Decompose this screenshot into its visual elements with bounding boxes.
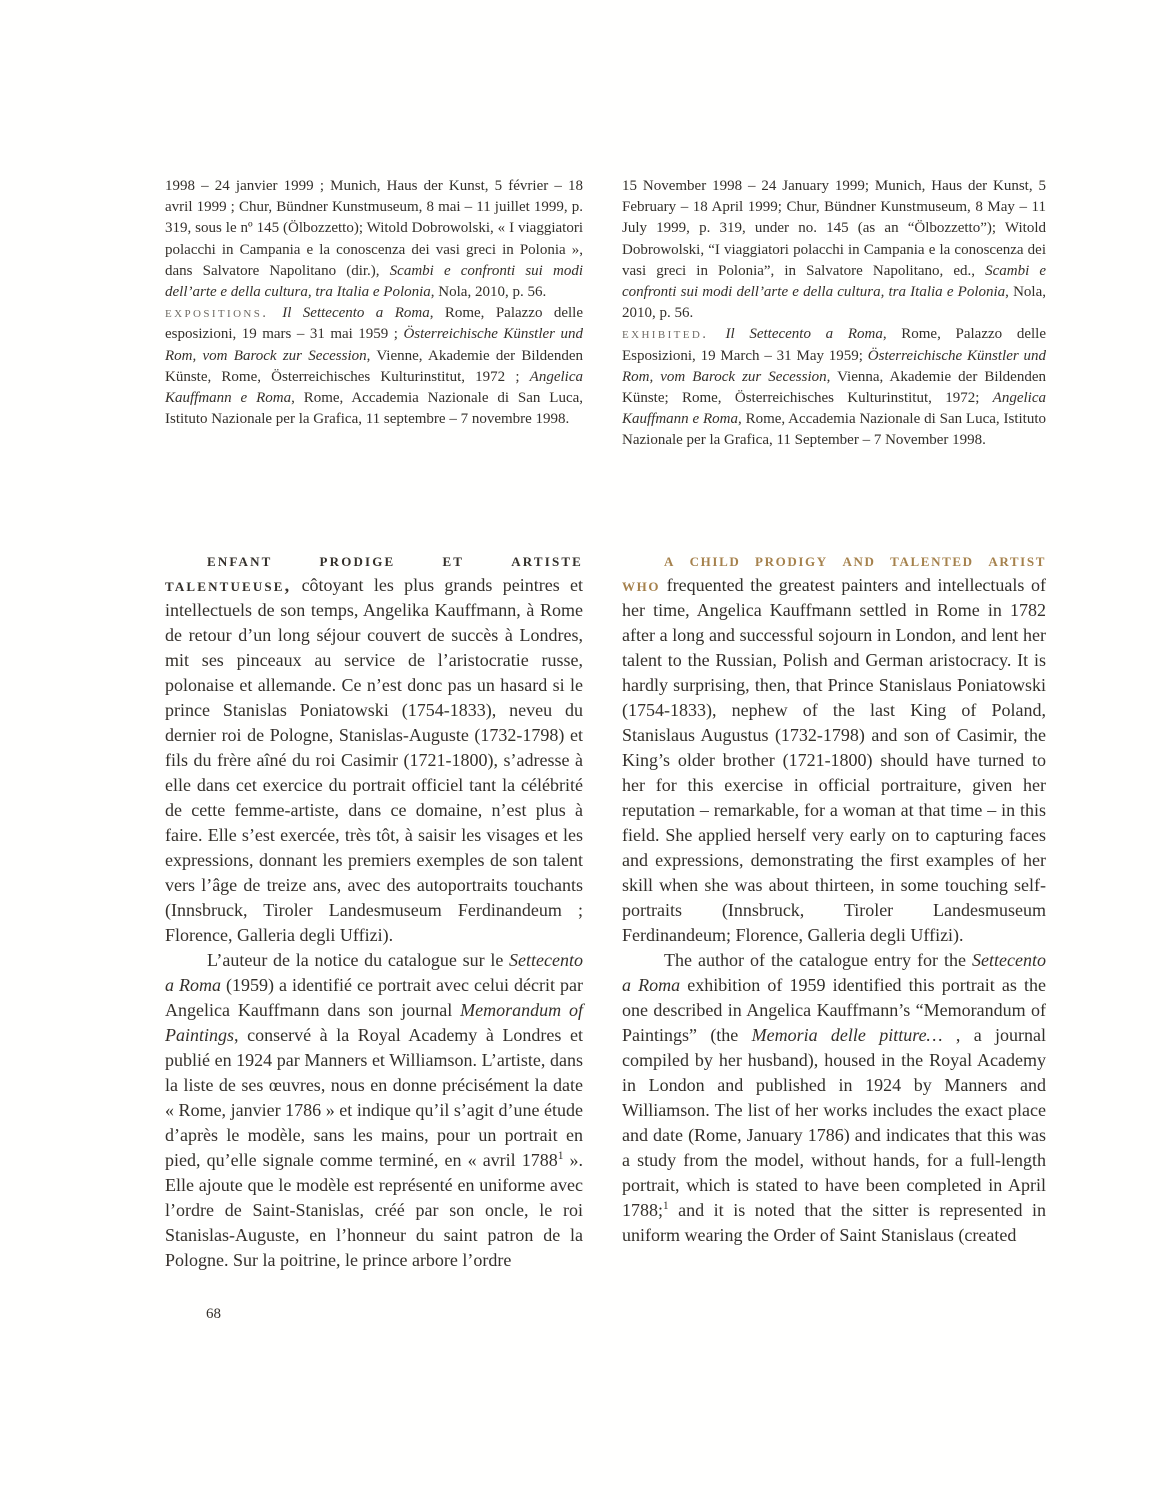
citation-paragraph-en: 15 November 1998 – 24 January 1999; Munich, Haus der Kunst, 5 February – 18 April 1999; Chur, Bündner Kunstmuseum, 8 May – 11 July 1999, p. 319, under no. 145 (as an “Ölbozzetto”); Witold Dobrowolski, “I viaggiatori polacchi in Campania e la conoscenza dei vasi greci in Polonia”, in Salvatore Napolitano, ed., Scambi e confronti sui modi dell’arte e della cultura, tra Italia e Polonia, Nola, 2010, p. 56. — [622, 178, 1046, 322]
body-text-fr — [165, 548, 583, 1273]
exhibited-paragraph-en: exhibited. Il Settecento a Roma, Rome, Palazzo delle Esposizioni, 19 March – 31 May 1959; Österreichische Künstler und Rom, vom Barock zur Secession, Vienna, Akademie der Bildenden Künste; Rome, Österreichisches Kulturinstitut, 1972; Angelica Kauffmann e Roma, Rome, Accademia Nazionale di San Luca, Istituto Nazionale per la Grafica, 11 September – 7 November 1998. — [622, 326, 1047, 449]
body-paragraph-en-1: a child prodigy and talented artist who frequented the greatest painters and intellectuals of her time, Angelica Kauffmann settled in Rome in 1782 after a long and successful sojourn in London, and lent her talent to the Russian, Polish and German aristocracy. It is hardly surprising, then, that Prince Stanislaus Poniatowski (1754-1833), nephew of the last King of Poland, Stanislaus Augustus (1732-1798) and son of Casimir, the King’s older brother (1721-1800) should have turned to her for this exercise in official portraiture, given her reputation – remarkable, for a woman at that time – in this field. She applied herself very early on to capturing faces and expressions, demonstrating the first examples of her skill when she was about thirteen, in some touching self-portraits (Innsbruck, Tiroler Landesmuseum Ferdinandeum; Florence, Galleria degli Uffizi). — [622, 550, 1046, 945]
french-column — [165, 176, 583, 1273]
english-column — [622, 176, 1046, 1273]
body-paragraph-en-2: The author of the catalogue entry for the Settecento a Roma exhibition of 1959 identified this portrait as the one described in Angelica Kauffmann’s “Memorandum of Paintings” (the Memoria delle pitture… , a journal compiled by her husband), housed in the Royal Academy in London and published in 1924 by Manners and Williamson. The list of her works includes the exact place and date (Rome, January 1786) and indicates that this was a study from the model, without hands, for a full-length portrait, which is stated to have been completed in April 1788;$^1$ and it is noted that the sitter is represented in uniform wearing the Order of Saint Stanislaus (created — [622, 950, 1047, 1245]
body-paragraph-fr-1: enfant prodige et artiste talentueuse, côtoyant les plus grands peintres et intellectuels de son temps, Angelika Kauffmann, à Rome de retour d’un long séjour couvert de succès à Londres, mit ses pinceaux au service de l’aristocratie russe, polonaise et allemande. Ce n’est donc pas un hasard si le prince Stanislas Poniatowski (1754-1833), neveu du dernier roi de Pologne, Stanislas-Auguste (1732-1798) et fils du frère aîné du roi Casimir (1721-1800), s’adresse à elle dans cet exercice du portrait officiel tant la célébrité de cette femme-artiste, dans ce domaine, n’est plus à faire. Elle s’est exercée, très tôt, à saisir les visages et les expressions, donnant les premiers exemples de son talent vers l’âge de treize ans, avec des autoportraits touchants (Innsbruck, Tiroler Landesmuseum Ferdinandeum ; Florence, Galleria degli Uffizi). — [165, 550, 583, 945]
bibliography-section-fr — [165, 176, 583, 548]
body-text-en — [622, 548, 1046, 1248]
expositions-paragraph-fr: expositions. Il Settecento a Roma, Rome, Palazzo delle esposizioni, 19 mars – 31 mai 1959 ; Österreichische Künstler und Rom, vom Barock zur Secession, Vienne, Akademie der Bildenden Künste, Rome, Österreichisches Kulturinstitut, 1972 ; Angelica Kauffmann e Roma, Rome, Accademia Nazionale di San Luca, Istituto Nazionale per la Grafica, 11 septembre – 7 novembre 1998. — [165, 305, 584, 428]
page-number: 68 — [206, 1306, 221, 1322]
body-paragraph-fr-2: L’auteur de la notice du catalogue sur le Settecento a Roma (1959) a identifié ce portrait avec celui décrit par Angelica Kauffmann dans son journal Memorandum of Paintings, conservé à la Royal Academy à Londres et publié en 1924 par Manners et Williamson. L’artiste, dans la liste de ses œuvres, nous en donne précisément la date « Rome, janvier 1786 » et indique qu’il s’agit d’une étude d’après le modèle, sans les mains, pour un portrait en pied, qu’elle signale comme terminé, en « avril 1788$^1$ ». Elle ajoute que le modèle est représenté en uniforme avec l’ordre de Saint-Stanislas, créé par son oncle, le roi Stanislas-Auguste, en l’honneur du saint patron de la Pologne. Sur la poitrine, le prince arbore l’ordre — [165, 950, 584, 1270]
two-column-layout — [165, 176, 1046, 1273]
bibliography-section-en — [622, 176, 1046, 548]
citation-paragraph-fr: 1998 – 24 janvier 1999 ; Munich, Haus der Kunst, 5 février – 18 avril 1999 ; Chur, Bündner Kunstmuseum, 8 mai – 11 juillet 1999, p. 319, sous le nº 145 (Ölbozzetto); Witold Dobrowolski, « I viaggiatori polacchi in Campania e la conoscenza dei vasi greci in Polonia », dans Salvatore Napolitano (dir.), Scambi e confronti sui modi dell’arte e della cultura, tra Italia e Polonia, Nola, 2010, p. 56. — [165, 178, 583, 301]
